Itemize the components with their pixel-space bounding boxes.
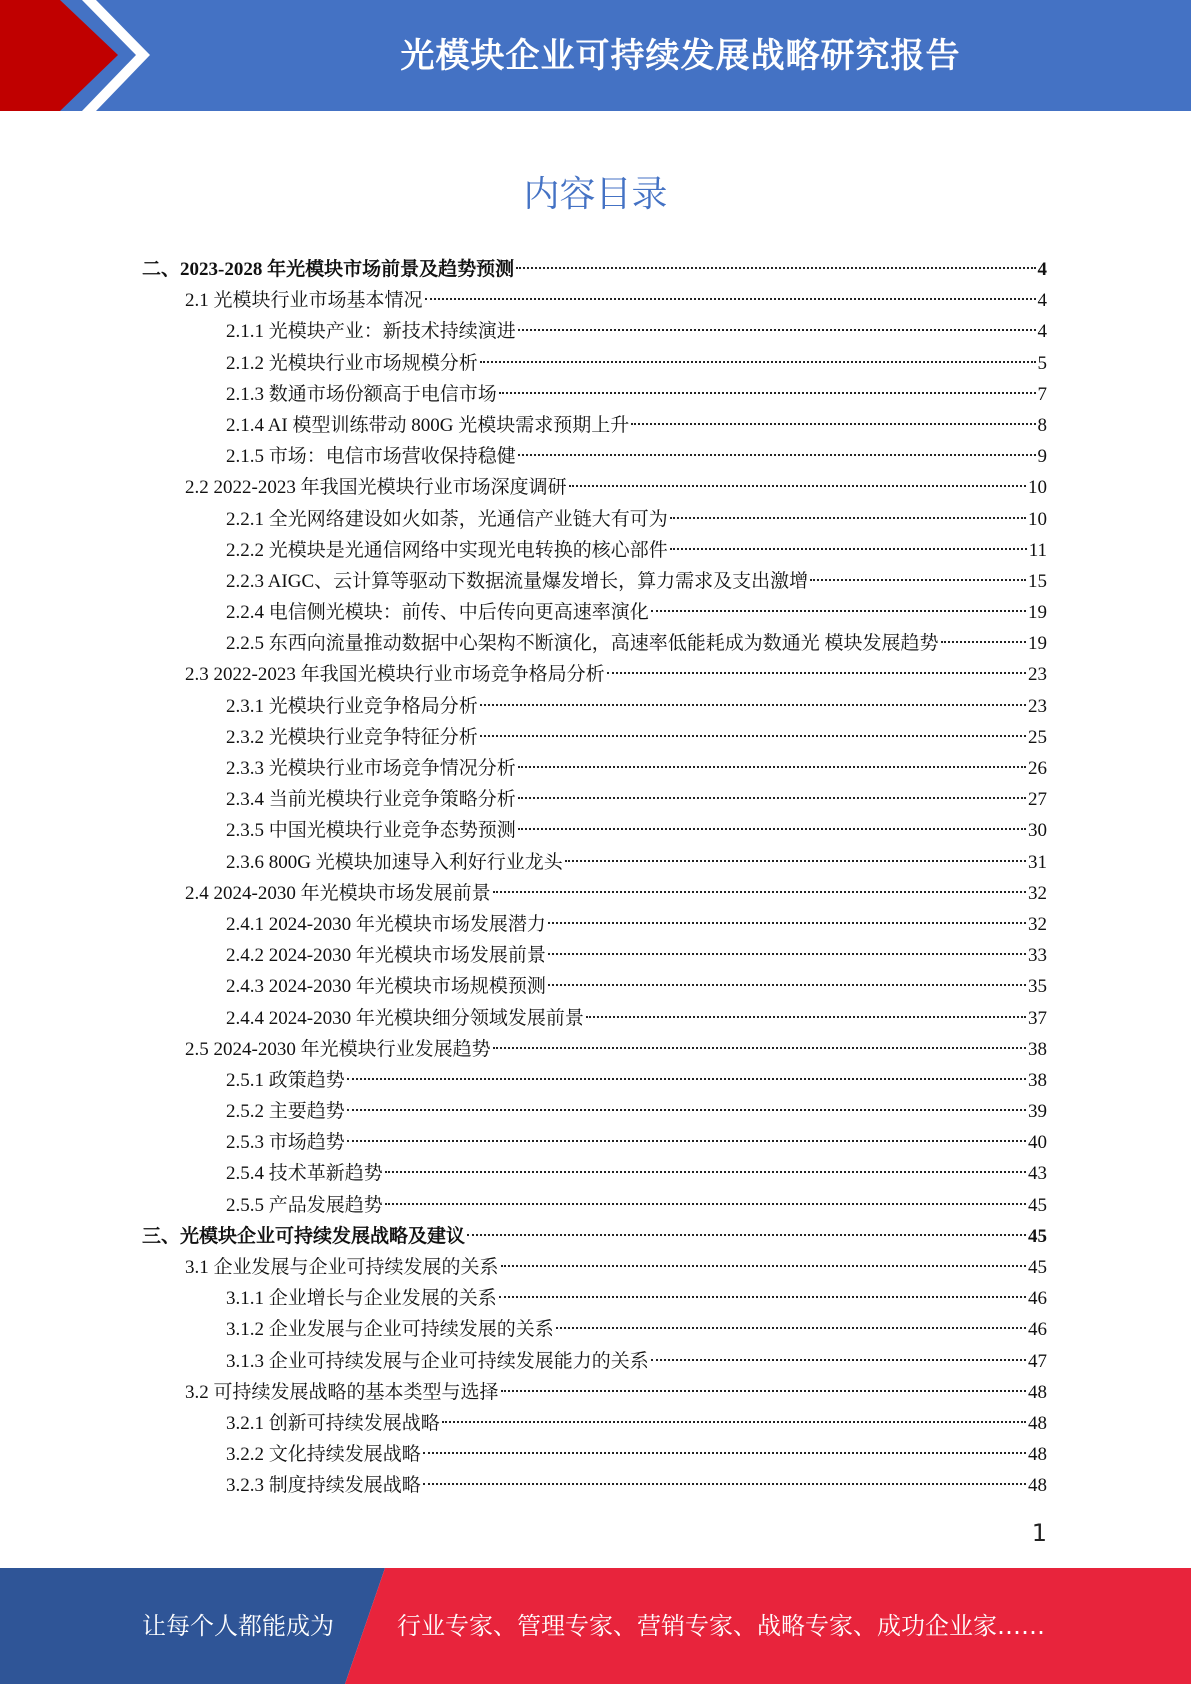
toc-dot-leader [480,704,1026,706]
toc-entry-page: 10 [1028,508,1047,530]
toc-dot-leader [548,922,1026,924]
toc-entry-page: 23 [1028,664,1047,686]
toc-dot-leader [385,1203,1026,1205]
toc-entry-title: 2.2.1 全光网络建设如火如荼，光通信产业链大有可为 [226,508,668,530]
toc-entry[interactable] [142,909,1047,940]
toc-entry[interactable] [142,379,1047,410]
toc-entry-title: 2.1.2 光模块行业市场规模分析 [226,352,478,374]
footer-slogan-lead: 让每个人都能成为 [142,1612,334,1640]
header-title: 光模块企业可持续发展战略研究报告 [400,36,961,76]
toc-dot-leader [548,984,1026,986]
toc-dot-leader [670,517,1026,519]
toc-entry[interactable] [142,971,1047,1002]
toc-dot-leader [810,579,1026,581]
toc-dot-leader [467,1234,1026,1236]
toc-entry[interactable] [142,1346,1047,1377]
toc-entry-page: 47 [1028,1350,1047,1372]
toc-entry-page: 30 [1028,820,1047,842]
toc-entry-page: 46 [1028,1288,1047,1310]
toc-entry[interactable] [142,535,1047,566]
toc-entry[interactable] [142,1003,1047,1034]
toc-dot-leader [651,1359,1026,1361]
toc-entry-page: 45 [1028,1225,1047,1247]
toc-entry-page: 25 [1028,726,1047,748]
toc-entry-page: 38 [1028,1038,1047,1060]
toc-entry-title: 2.4.3 2024-2030 年光模块市场规模预测 [226,976,546,998]
toc-dot-leader [518,766,1026,768]
toc-entry[interactable] [142,1377,1047,1408]
toc-entry-page: 15 [1028,570,1047,592]
toc-entry[interactable] [142,597,1047,628]
toc-dot-leader [501,1265,1026,1267]
toc-entry-page: 27 [1028,789,1047,811]
toc-dot-leader [425,298,1036,300]
toc-dot-leader [385,1171,1026,1173]
toc-entry-page: 48 [1028,1475,1047,1497]
toc-entry-title: 3.2.1 创新可持续发展战略 [226,1412,440,1434]
toc-dot-leader [518,454,1036,456]
toc-entry-page: 43 [1028,1163,1047,1185]
page-footer [0,1568,1191,1684]
toc-entry-page: 39 [1028,1101,1047,1123]
toc-entry-title: 2.4.4 2024-2030 年光模块细分领域发展前景 [226,1007,584,1029]
toc-entry[interactable] [142,1127,1047,1158]
toc-entry-title: 2.3.4 当前光模块行业竞争策略分析 [226,789,516,811]
toc-entry-title: 2.1.3 数通市场份额高于电信市场 [226,383,497,405]
toc-dot-leader [516,267,1035,269]
toc-entry-page: 26 [1028,758,1047,779]
toc-dot-leader [607,672,1026,674]
toc-entry-page: 19 [1028,633,1047,655]
toc-dot-leader [565,860,1026,862]
toc-entry[interactable] [142,628,1047,659]
toc-dot-leader [480,361,1036,363]
toc-entry-title: 3.2.3 制度持续发展战略 [226,1475,421,1497]
toc-entry-page: 45 [1028,1194,1047,1216]
page-number: 1 [1031,1519,1047,1547]
toc-entry-title: 2.5.5 产品发展趋势 [226,1194,383,1216]
toc-entry[interactable] [142,1470,1047,1501]
toc-dot-leader [347,1109,1026,1111]
toc-entry-page: 19 [1028,602,1047,624]
toc-entry-page: 48 [1028,1444,1047,1466]
toc-dot-leader [518,329,1036,331]
toc-entry-page: 33 [1028,945,1047,967]
toc-dot-leader [670,548,1027,550]
toc-entry[interactable] [142,847,1047,878]
toc-entry[interactable] [142,1096,1047,1127]
toc-entry-title: 2.3 2022-2023 年我国光模块行业市场竞争格局分析 [185,664,605,686]
toc-entry[interactable] [142,722,1047,753]
toc-entry-title: 2.2.4 电信侧光模块：前传、中后传向更高速率演化 [226,602,649,624]
toc-dot-leader [501,1390,1026,1392]
toc-entry[interactable] [142,1439,1047,1470]
toc-entry-title: 2.1 光模块行业市场基本情况 [185,290,423,312]
toc-dot-leader [423,1483,1026,1485]
toc-entry[interactable] [142,659,1047,690]
toc-entry[interactable] [142,410,1047,441]
toc-entry-page: 7 [1037,383,1047,405]
toc-dot-leader [480,735,1026,737]
toc-entry[interactable] [142,1221,1047,1252]
toc-dot-leader [556,1327,1026,1329]
toc-entry-page: 40 [1028,1132,1047,1154]
toc-dot-leader [493,891,1026,893]
toc-entry[interactable] [142,348,1047,379]
toc-entry-title: 2.2.3 AIGC、云计算等驱动下数据流量爆发增长，算力需求及支出激增 [226,570,809,592]
toc-entry-title: 2.3.2 光模块行业竞争特征分析 [226,726,478,748]
toc-entry-title: 2.5.3 市场趋势 [226,1132,345,1154]
toc-entry[interactable] [142,878,1047,909]
toc-entry-page: 48 [1028,1412,1047,1434]
toc-dot-leader [499,392,1036,394]
toc-dot-leader [442,1421,1026,1423]
toc-entry-title: 二、2023-2028 年光模块市场前景及趋势预测 [142,259,515,280]
footer-slogan-roles: 行业专家、管理专家、营销专家、战略专家、成功企业家…… [397,1612,1045,1640]
toc-entry-page: 11 [1028,539,1047,561]
toc-entry-page: 46 [1028,1319,1047,1341]
toc-entry-title: 2.4.2 2024-2030 年光模块市场发展前景 [226,945,546,967]
toc-entry-title: 三、光模块企业可持续发展战略及建议 [142,1225,466,1247]
page-header [0,0,1191,111]
toc-entry-title: 2.3.3 光模块行业市场竞争情况分析 [226,758,516,779]
toc-dot-leader [586,1016,1026,1018]
toc-entry[interactable] [142,504,1047,535]
toc-dot-leader [941,641,1026,643]
toc-entry-title: 2.2.2 光模块是光通信网络中实现光电转换的核心部件 [226,539,668,561]
toc-entry-title: 3.2.2 文化持续发展战略 [226,1444,421,1466]
toc-entry-page: 32 [1028,882,1047,904]
toc-entry-page: 10 [1028,477,1047,499]
toc-entry-title: 2.5.4 技术革新趋势 [226,1163,383,1185]
toc-dot-leader [347,1078,1026,1080]
toc-entry[interactable] [142,566,1047,597]
table-of-contents [142,254,1047,1502]
toc-entry-page: 37 [1028,1007,1047,1029]
toc-entry-title: 2.1.5 市场：电信市场营收保持稳健 [226,446,516,468]
toc-entry-page: 4 [1037,321,1047,343]
toc-entry-title: 2.5.1 政策趋势 [226,1069,345,1091]
toc-entry[interactable] [142,815,1047,846]
toc-entry[interactable] [142,1158,1047,1189]
toc-entry-title: 2.5.2 主要趋势 [226,1101,345,1123]
toc-dot-leader [631,423,1035,425]
toc-entry-page: 4 [1037,290,1047,312]
toc-entry[interactable] [142,691,1047,722]
toc-entry-title: 2.4.1 2024-2030 年光模块市场发展潜力 [226,913,546,935]
toc-entry[interactable] [142,1408,1047,1439]
toc-entry-page: 45 [1028,1257,1047,1278]
toc-entry-page: 32 [1028,913,1047,935]
toc-dot-leader [548,953,1026,955]
toc-entry[interactable] [142,1190,1047,1221]
toc-entry[interactable] [142,1283,1047,1314]
toc-title: 内容目录 [523,174,668,215]
toc-entry[interactable] [142,784,1047,815]
toc-dot-leader [423,1452,1026,1454]
toc-entry[interactable] [142,316,1047,347]
toc-dot-leader [347,1140,1026,1142]
toc-entry-title: 2.2.5 东西向流量推动数据中心架构不断演化，高速率低能耗成为数通光 模块发展趋势 [226,633,939,655]
toc-entry[interactable] [142,1034,1047,1065]
toc-entry-page: 38 [1028,1069,1047,1091]
toc-entry-title: 2.3.5 中国光模块行业竞争态势预测 [226,820,516,842]
toc-dot-leader [493,1047,1026,1049]
toc-entry[interactable] [142,1314,1047,1345]
toc-entry-page: 8 [1037,414,1047,436]
toc-entry-title: 2.3.6 800G 光模块加速导入利好行业龙头 [226,851,563,873]
toc-dot-leader [518,797,1026,799]
toc-entry-page: 35 [1028,976,1047,998]
toc-dot-leader [518,828,1026,830]
toc-entry[interactable] [142,441,1047,472]
toc-entry-title: 2.4 2024-2030 年光模块市场发展前景 [185,882,491,904]
toc-entry[interactable] [142,1065,1047,1096]
toc-entry[interactable] [142,753,1047,784]
toc-dot-leader [569,485,1026,487]
toc-entry[interactable] [142,472,1047,503]
toc-entry-title: 2.5 2024-2030 年光模块行业发展趋势 [185,1038,491,1060]
toc-entry-title: 2.3.1 光模块行业竞争格局分析 [226,695,478,717]
toc-entry-title: 2.1.1 光模块产业：新技术持续演进 [226,321,516,343]
toc-entry[interactable] [142,940,1047,971]
toc-entry[interactable] [142,254,1047,285]
toc-entry-title: 3.1 企业发展与企业可持续发展的关系 [185,1257,499,1278]
toc-entry-title: 3.1.1 企业增长与企业发展的关系 [226,1288,497,1310]
toc-entry-page: 4 [1037,259,1047,280]
toc-entry-page: 23 [1028,695,1047,717]
toc-entry-title: 3.2 可持续发展战略的基本类型与选择 [185,1381,499,1403]
toc-entry-title: 3.1.2 企业发展与企业可持续发展的关系 [226,1319,554,1341]
toc-entry[interactable] [142,1252,1047,1283]
toc-entry-page: 48 [1028,1381,1047,1403]
toc-entry-page: 31 [1028,851,1047,873]
toc-dot-leader [499,1296,1026,1298]
toc-entry-page: 5 [1037,352,1047,374]
toc-entry[interactable] [142,285,1047,316]
toc-entry-title: 3.1.3 企业可持续发展与企业可持续发展能力的关系 [226,1350,649,1372]
toc-entry-title: 2.1.4 AI 模型训练带动 800G 光模块需求预期上升 [226,414,630,436]
toc-entry-page: 9 [1037,446,1047,468]
toc-dot-leader [651,610,1026,612]
toc-entry-title: 2.2 2022-2023 年我国光模块行业市场深度调研 [185,477,567,499]
